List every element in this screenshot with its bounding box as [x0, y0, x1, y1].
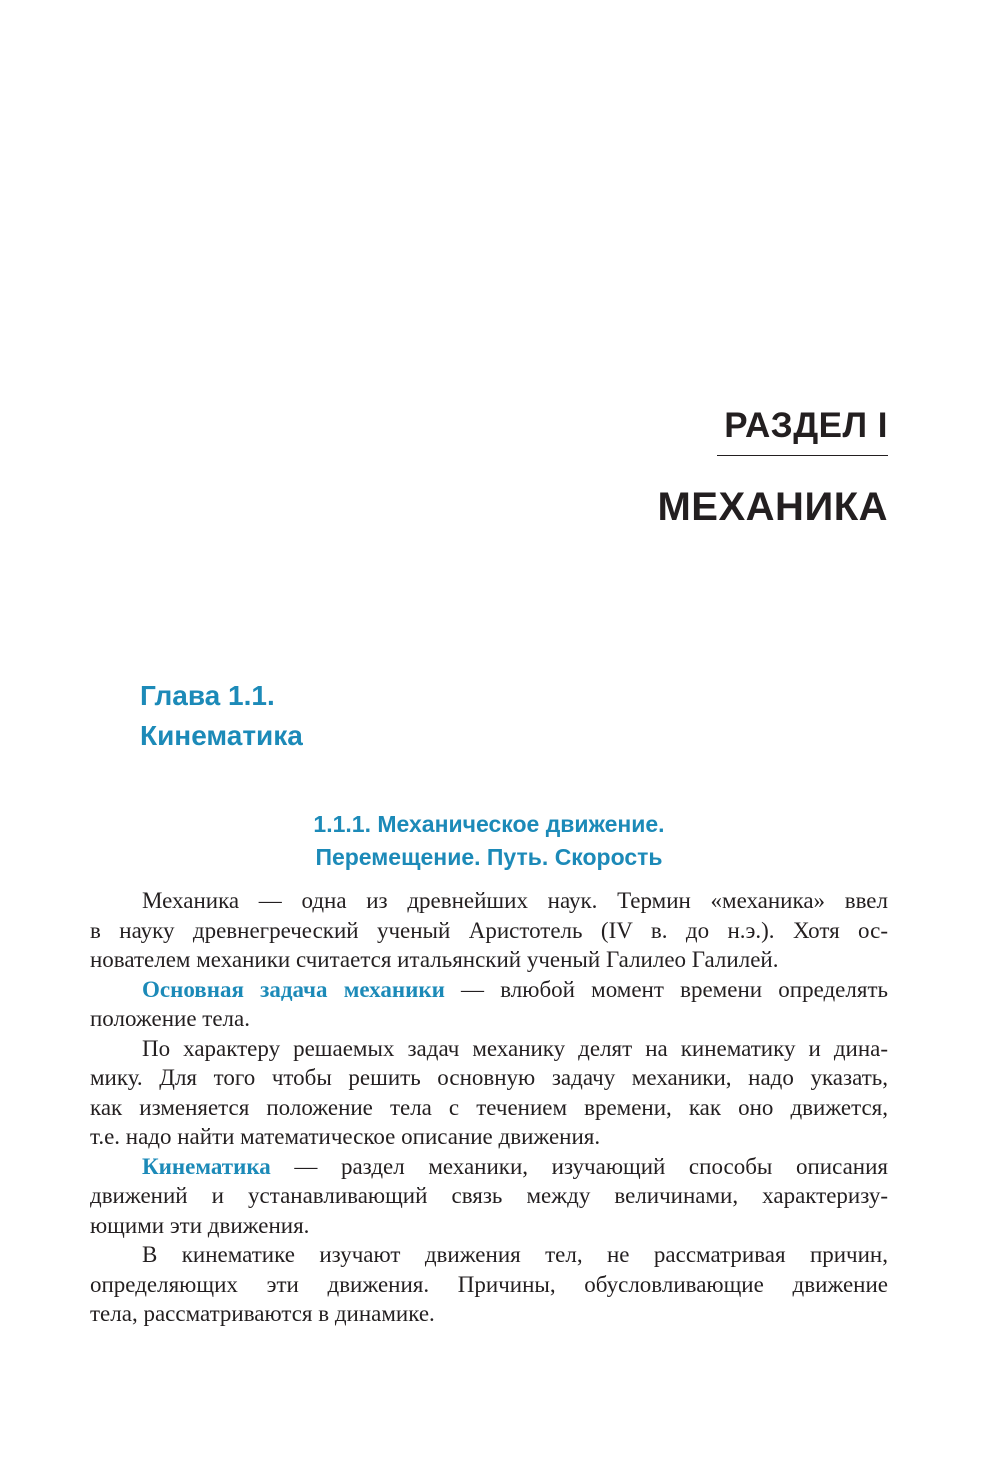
chapter-heading: [140, 676, 303, 756]
text-line: В кинематике изучают движения тел, не рассматривая причин,: [142, 1242, 888, 1267]
text-line: По характеру решаемых задач механику делят на кинематику и дина-: [142, 1035, 888, 1061]
text-line: мику. Для того чтобы решить основную задачу механики, надо указать,: [90, 1065, 888, 1090]
subsection-title-line-2: Перемещение. Путь. Скорость: [315, 844, 663, 870]
chapter-title: Кинематика: [140, 720, 303, 751]
body-text: [90, 886, 888, 1329]
paragraph-mechanics-intro: [90, 886, 888, 975]
section-label: РАЗДЕЛ I: [724, 406, 888, 445]
text-line: как изменяется положение тела с течением времени, как оно движется,: [90, 1094, 888, 1120]
term-kinematics: Кинематика: [142, 1153, 271, 1179]
text-line: определяющих эти движения. Причины, обусловливающие движение: [90, 1271, 888, 1297]
section-title: МЕХАНИКА: [657, 485, 888, 529]
paragraph-kinematics-scope: [90, 1240, 888, 1329]
text-line: ющими эти движения.: [90, 1212, 310, 1238]
text-line: Механика — одна из древнейших наук. Термин «механика» ввел: [142, 888, 888, 913]
text-line: положение тела.: [90, 1006, 250, 1031]
text-fragment: — раздел механики, изучающий способы описания: [270, 1153, 888, 1179]
paragraph-division: [90, 1034, 888, 1152]
text-line: [90, 1152, 888, 1182]
text-line: тела, рассматриваются в динамике.: [90, 1301, 435, 1326]
chapter-number: Глава 1.1.: [140, 680, 275, 711]
text-line: нователем механики считается итальянский ученый Галилео Галилей.: [90, 947, 779, 972]
text-line: [90, 975, 888, 1005]
text-line: т.е. надо найти математическое описание движения.: [90, 1124, 601, 1149]
text-fragment: — влюбой момент времени определять: [444, 976, 888, 1002]
subsection-title-line-1: 1.1.1. Механическое движение.: [313, 811, 665, 837]
paragraph-kinematics-definition: [90, 1152, 888, 1241]
text-line: движений и устанавливающий связь между величинами, характеризу-: [90, 1183, 888, 1208]
section-header: [724, 404, 888, 448]
term-main-task: Основная задача механики: [142, 976, 445, 1002]
subsection-heading: [90, 808, 888, 874]
paragraph-main-task: [90, 975, 888, 1034]
section-divider: [717, 455, 888, 456]
text-line: в науку древнегреческий ученый Аристотель (IV в. до н.э.). Хотя ос-: [90, 917, 888, 943]
